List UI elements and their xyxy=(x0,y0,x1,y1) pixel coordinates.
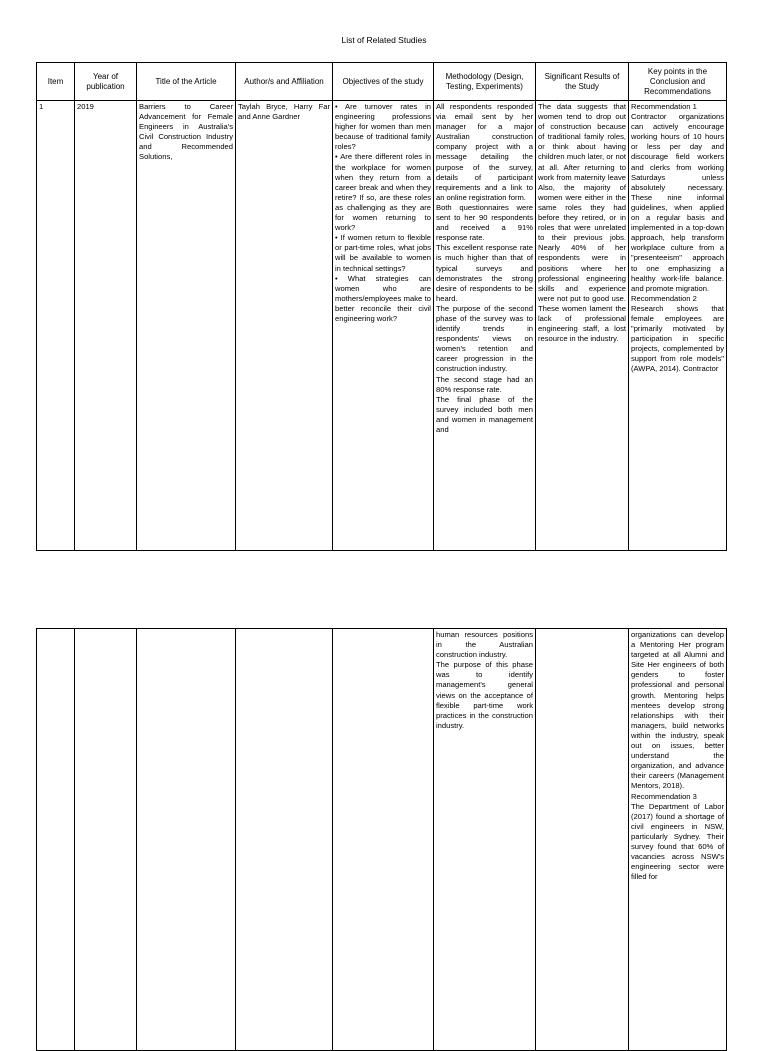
recommendation-text: organizations can develop a Mentoring Her program targeted at all Alumni and Site Her engineers of both genders to foster professional and personal growth. Mentoring helps mentees develop strong relationships with their managers, build networks within the industry, speak out on issues, better understand the organization, and advance their careers (Management Mentors, 2018). xyxy=(631,630,724,791)
table-header-row xyxy=(37,63,727,101)
methodology-paragraph: The second stage had an 80% response rate. xyxy=(436,374,533,394)
objective-item: • What strategies can women who are mothers/employees make to better reconcile their civil engineering work? xyxy=(335,273,431,323)
cell-methodology xyxy=(434,101,536,551)
recommendation-heading: Recommendation 1 xyxy=(631,102,697,111)
recommendation-text: Contractor organizations can actively encourage working hours of 10 hours or less per day and discourage field workers and clerks from working Saturdays unless absolutely necessary. These nine informal guidelines, when applied on a regular basis and implemented in a top-down approach, help transform workplace culture from a "presenteeism" approach to one emphasizing a healthy work-life balance. and promote migration. xyxy=(631,112,724,293)
cell-results: The data suggests that women tend to drop out of construction because of traditional family roles, or think about having children much later, or not at all. After returning to work from maternity leave Also, the majority of women were either in the same roles they had before they retired, or in roles that were unrelated to their previous jobs. Nearly 40% of her respondents were in positions where her professional engineering skills and experience were not put to good use. These women lament the lack of professional engineering staff, a lost resource in the industry. xyxy=(536,101,629,551)
table-row xyxy=(37,629,727,1051)
cell-authors-empty xyxy=(236,629,333,1051)
table-row xyxy=(37,101,727,551)
header-results: Significant Results of the Study xyxy=(536,63,629,101)
cell-objectives-empty xyxy=(333,629,434,1051)
related-studies-table-continued xyxy=(36,628,727,1051)
recommendation-text: Research shows that female employees are "primarily motivated by participation in specific projects, complemented by support from role models" (AWPA, 2014). Contractor xyxy=(631,303,724,374)
page-title: List of Related Studies xyxy=(341,35,427,45)
objective-item: • Are turnover rates in engineering professions higher for women than men because of traditional family roles? xyxy=(335,102,431,152)
cell-key-points xyxy=(629,101,727,551)
methodology-paragraph: human resources positions in the Australian construction industry. xyxy=(436,630,533,660)
methodology-paragraph: This excellent response rate is much higher than that of typical surveys and demonstrates the strong desire of respondents to be heard. xyxy=(436,243,533,303)
objective-item: • Are there different roles in the workplace for women when they return from a career break and when they retire? If so, are these roles as challenging as they are for women returning to work? xyxy=(335,152,431,233)
cell-title: Barriers to Career Advancement for Female Engineers in Australia's Civil Construction Industry and Recommended Solutions, xyxy=(137,101,236,551)
cell-key-points xyxy=(629,629,727,1051)
objective-item: • If women return to flexible or part-time roles, what jobs will be available to women in technical settings? xyxy=(335,233,431,273)
header-objectives: Objectives of the study xyxy=(333,63,434,101)
cell-item: 1 xyxy=(37,101,75,551)
cell-methodology xyxy=(434,629,536,1051)
methodology-paragraph: The purpose of this phase was to identify management's general views on the acceptance of flexible part-time work practices in the construction industry. xyxy=(436,660,533,730)
header-authors: Author/s and Affiliation xyxy=(236,63,333,101)
header-year: Year of publication xyxy=(75,63,137,101)
methodology-paragraph: Both questionnaires were sent to her 90 respondents and received a 91% response rate. xyxy=(436,202,533,243)
related-studies-table xyxy=(36,62,727,551)
recommendation-text: The Department of Labor (2017) found a shortage of civil engineers in NSW, particularly Sydney. Their survey found that 60% of vacancies across NSW's engineering sector were filled for xyxy=(631,801,724,882)
header-methodology: Methodology (Design, Testing, Experiments) xyxy=(434,63,536,101)
cell-year-empty xyxy=(75,629,137,1051)
header-key-points: Key points in the Conclusion and Recommendations xyxy=(629,63,727,101)
cell-authors: Taylah Bryce, Harry Far and Anne Gardner xyxy=(236,101,333,551)
methodology-paragraph: All respondents responded via email sent by her manager for a major Australian construction company project with a message detailing the purpose of the survey, details of participant requirements and a link to an online registration form. xyxy=(436,102,533,202)
header-title: Title of the Article xyxy=(137,63,236,101)
header-item: Item xyxy=(37,63,75,101)
recommendation-heading: Recommendation 2 xyxy=(631,293,697,303)
methodology-paragraph: The purpose of the second phase of the survey was to identify trends in respondents' views on women's retention and career progression in the construction industry. xyxy=(436,303,533,374)
cell-title-empty xyxy=(137,629,236,1051)
cell-year: 2019 xyxy=(75,101,137,551)
recommendation-heading: Recommendation 3 xyxy=(631,791,697,801)
cell-item-empty xyxy=(37,629,75,1051)
cell-results-empty xyxy=(536,629,629,1051)
methodology-paragraph: The final phase of the survey included both men and women in management and xyxy=(436,394,533,434)
cell-objectives xyxy=(333,101,434,551)
